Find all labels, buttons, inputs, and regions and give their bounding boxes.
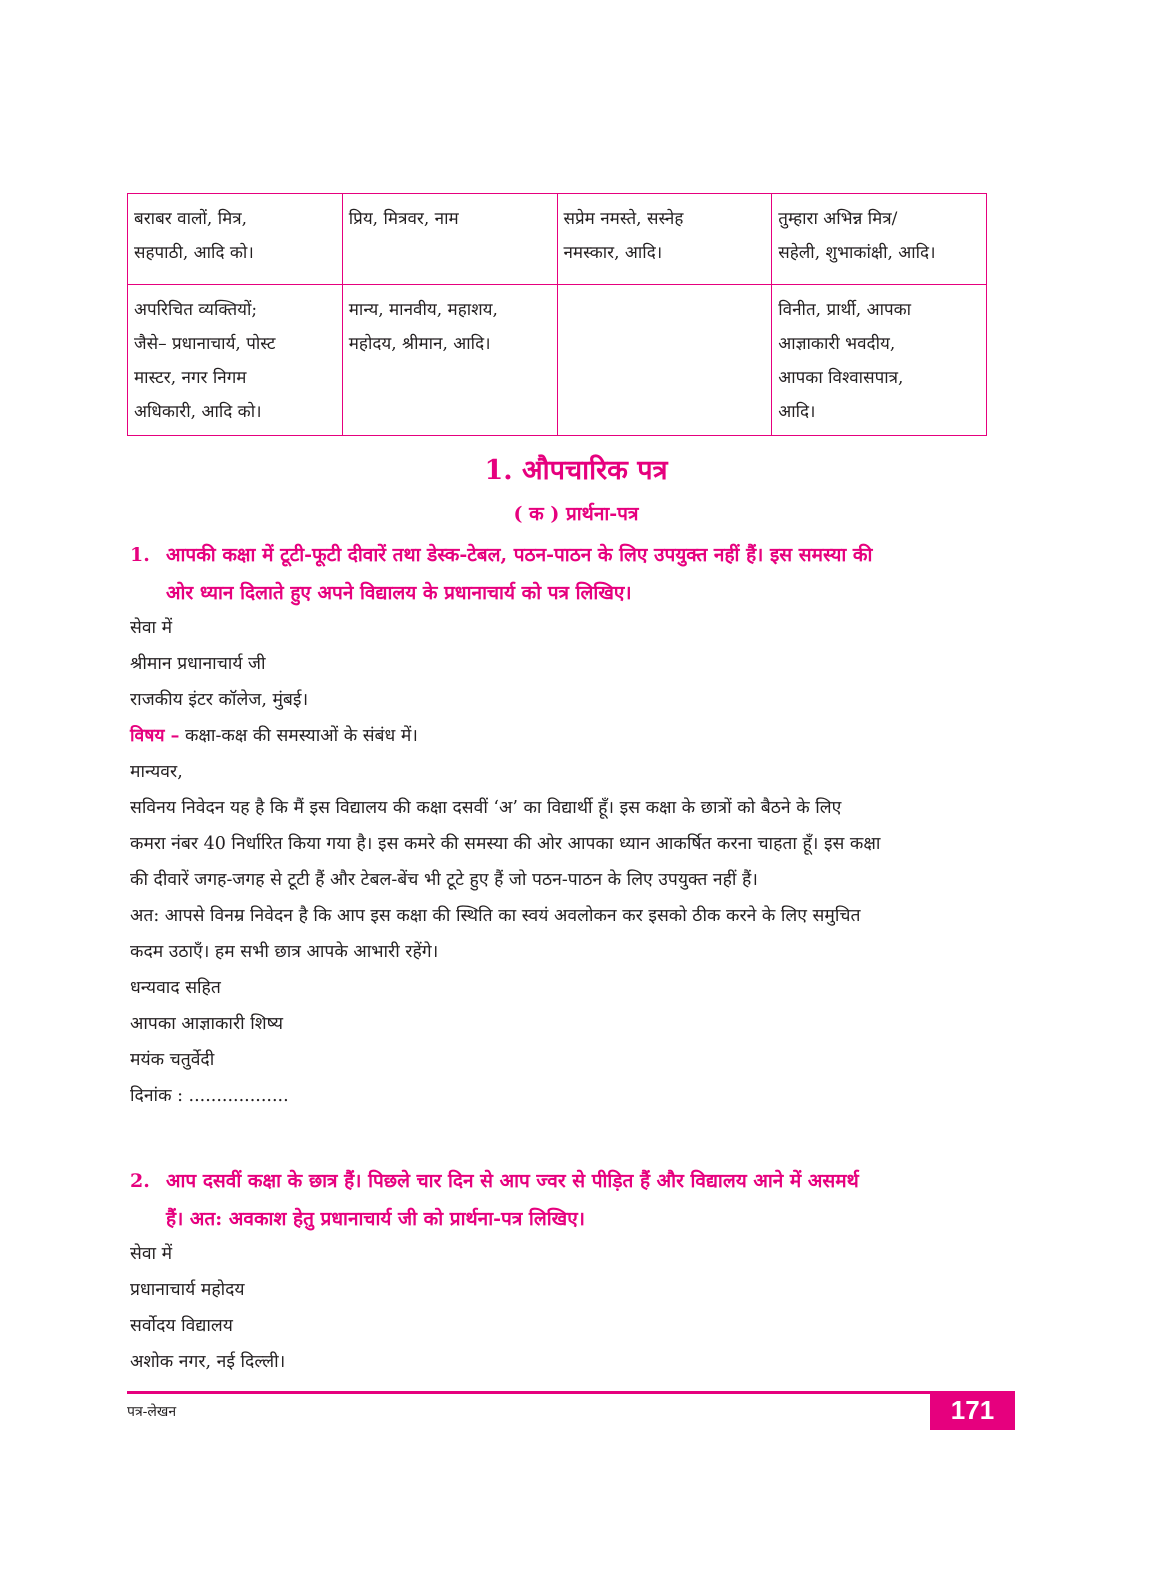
- cell-line: जैसे– प्रधानाचार्य, पोस्ट: [134, 334, 276, 354]
- letter-line: प्रधानाचार्य महोदय: [130, 1280, 245, 1300]
- letter-line: राजकीय इंटर कॉलेज, मुंबई।: [130, 690, 309, 710]
- table-cell-greeting: [557, 194, 772, 285]
- subsection-title: ( क ) प्रार्थना-पत्र: [513, 503, 639, 525]
- letter-line: मान्यवर,: [130, 762, 183, 782]
- letter-line: आपका आज्ञाकारी शिष्य: [130, 1014, 284, 1034]
- subject-label: विषय –: [130, 726, 180, 746]
- letter-line: दिनांक : ..................: [130, 1086, 289, 1106]
- question-line: आप दसवीं कक्षा के छात्र हैं। पिछले चार दिन से आप ज्वर से पीड़ित हैं और विद्यालय आने में असमर्थ: [166, 1170, 859, 1192]
- letter-line: सेवा में: [130, 618, 173, 638]
- section-title: 1. औपचारिक पत्र: [484, 455, 668, 486]
- letter-line: सर्वोदय विद्यालय: [130, 1316, 233, 1336]
- letter-line: कदम उठाएँ। हम सभी छात्र आपके आभारी रहेंगे।: [130, 942, 439, 962]
- subject-line: [130, 718, 1030, 754]
- question-line: ओर ध्यान दिलाते हुए अपने विद्यालय के प्रधानाचार्य को पत्र लिखिए।: [166, 582, 632, 604]
- letter-line: सेवा में: [130, 1244, 173, 1264]
- table-cell-greeting: [557, 285, 772, 436]
- cell-line: मान्य, मानवीय, महाशय,: [348, 300, 498, 320]
- question-2: [130, 1162, 1030, 1238]
- letter-line: सविनय निवेदन यह है कि मैं इस विद्यालय की कक्षा दसवीं ‘अ’ का विद्यार्थी हूँ। इस कक्षा के छात्रों को बैठने के लिए: [130, 798, 842, 818]
- cell-line: आदि।: [778, 402, 816, 422]
- cell-line: महोदय, श्रीमान, आदि।: [348, 334, 491, 354]
- letter-line: श्रीमान प्रधानाचार्य जी: [130, 654, 266, 674]
- cell-line: आज्ञाकारी भवदीय,: [778, 334, 896, 354]
- question-number: 2.: [130, 1170, 150, 1192]
- address-table: [127, 193, 987, 436]
- letter-line: कमरा नंबर 40 निर्धारित किया गया है। इस कमरे की समस्या की ओर आपका ध्यान आकर्षित करना चाहता हूँ। इस कक्षा: [130, 834, 881, 854]
- cell-line: अधिकारी, आदि को।: [134, 402, 262, 422]
- table-row: [128, 194, 987, 285]
- table-cell-salutation: [342, 285, 557, 436]
- cell-line: तुम्हारा अभिन्न मित्र/: [778, 209, 898, 229]
- table-cell-salutation: [342, 194, 557, 285]
- letter-line: धन्यवाद सहित: [130, 978, 221, 998]
- table-cell-recipient: [128, 285, 343, 436]
- table-cell-closing: [772, 194, 987, 285]
- letter-line: मयंक चतुर्वेदी: [130, 1050, 215, 1070]
- letter-line: अत: आपसे विनम्र निवेदन है कि आप इस कक्षा की स्थिति का स्वयं अवलोकन कर इसको ठीक करने के लिए समुचित: [130, 906, 861, 926]
- subject-text: कक्षा-कक्ष की समस्याओं के संबंध में।: [179, 726, 418, 746]
- letter-1: [130, 610, 1030, 1114]
- letter-2: [130, 1236, 1030, 1380]
- cell-line: अपरिचित व्यक्तियों;: [134, 300, 258, 320]
- question-line: हैं। अत: अवकाश हेतु प्रधानाचार्य जी को प्रार्थना-पत्र लिखिए।: [166, 1208, 585, 1230]
- question-line: आपकी कक्षा में टूटी-फूटी दीवारें तथा डेस्क-टेबल, पठन-पाठन के लिए उपयुक्त नहीं हैं। इस समस्या की: [166, 544, 873, 566]
- cell-line: बराबर वालों, मित्र,: [134, 209, 248, 229]
- footer-rule: [127, 1391, 1015, 1394]
- table-row: [128, 285, 987, 436]
- cell-line: सप्रेम नमस्ते, सस्नेह: [563, 209, 684, 229]
- question-number: 1.: [130, 544, 150, 566]
- cell-line: मास्टर, नगर निगम: [134, 368, 247, 388]
- cell-line: नमस्कार, आदि।: [563, 243, 663, 263]
- letter-line: अशोक नगर, नई दिल्ली।: [130, 1352, 286, 1372]
- page-number: 171: [930, 1391, 1015, 1430]
- table-cell-recipient: [128, 194, 343, 285]
- letter-line: की दीवारें जगह-जगह से टूटी हैं और टेबल-बेंच भी टूटे हुए हैं जो पठन-पाठन के लिए उपयुक्त नहीं हैं।: [130, 870, 758, 890]
- cell-line: विनीत, प्रार्थी, आपका: [778, 300, 912, 320]
- table-cell-closing: [772, 285, 987, 436]
- cell-line: आपका विश्वासपात्र,: [778, 368, 904, 388]
- question-1: [130, 536, 1030, 612]
- footer-label: पत्र-लेखन: [127, 1404, 177, 1420]
- cell-line: सहेली, शुभाकांक्षी, आदि।: [778, 243, 936, 263]
- cell-line: सहपाठी, आदि को।: [134, 243, 254, 263]
- cell-line: प्रिय, मित्रवर, नाम: [348, 209, 459, 229]
